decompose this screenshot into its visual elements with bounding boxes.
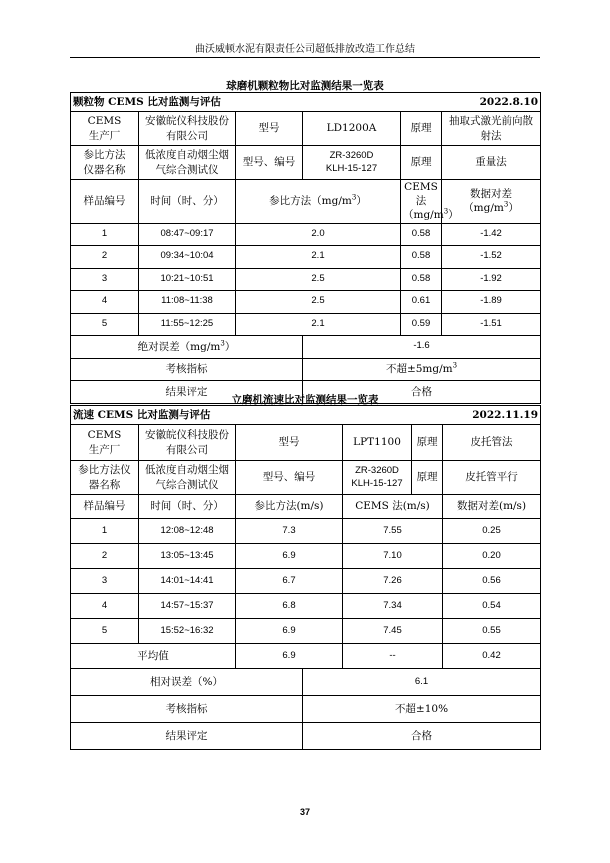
diff-value: 0.56 xyxy=(443,569,541,594)
cems-value: 7.34 xyxy=(343,594,443,619)
table2-caption: 立磨机流速比对监测结果一览表 xyxy=(231,394,379,406)
sample-time: 13:05~13:45 xyxy=(139,544,236,569)
cems-value: 7.26 xyxy=(343,569,443,594)
diff-value: 0.20 xyxy=(443,544,541,569)
sample-no: 5 xyxy=(71,313,139,336)
ref-value: 6.9 xyxy=(236,544,343,569)
diff-value: 0.55 xyxy=(443,619,541,644)
sample-no: 3 xyxy=(71,569,139,594)
sample-no: 3 xyxy=(71,268,139,291)
ref-value: 2.5 xyxy=(236,291,401,314)
ref-value: 6.9 xyxy=(236,619,343,644)
column-header-sample: 样品编号 xyxy=(71,495,139,519)
table-row xyxy=(71,291,541,314)
ref-value: 6.8 xyxy=(236,594,343,619)
ref-instrument-label: 参比方法仪 器名称 xyxy=(71,461,139,495)
column-header-diff: 数据对差(m/s) xyxy=(443,495,541,519)
ref-value: 7.3 xyxy=(236,519,343,544)
table-row xyxy=(71,268,541,291)
principle-label: 原理 xyxy=(412,425,443,461)
table-row xyxy=(71,519,541,544)
cems-maker-label: CEMS 生产厂 xyxy=(71,425,139,461)
sample-no: 1 xyxy=(71,223,139,246)
table2-date: 2022.11.19 xyxy=(472,408,539,421)
ref-value: 6.7 xyxy=(236,569,343,594)
criteria-label: 考核指标 xyxy=(71,696,303,723)
cems-value: 0.58 xyxy=(401,223,442,246)
result-value: 合格 xyxy=(303,381,541,404)
table2-column-header-row xyxy=(71,495,541,519)
cems-value: 0.58 xyxy=(401,268,442,291)
diff-value: -1.92 xyxy=(442,268,541,291)
criteria-row xyxy=(71,696,541,723)
table-row xyxy=(71,569,541,594)
model-value: LPT1100 xyxy=(343,425,412,461)
abs-error-value: -1.6 xyxy=(303,336,541,359)
cems-value: 7.55 xyxy=(343,519,443,544)
rel-error-value: 6.1 xyxy=(303,669,541,696)
table2-cems-row xyxy=(71,425,541,461)
running-header: 曲沃威顿水泥有限责任公司超低排放改造工作总结 xyxy=(195,44,415,55)
table-row xyxy=(71,619,541,644)
principle-value: 抽取式激光前向散 射法 xyxy=(442,112,541,146)
cems-maker-label: CEMS 生产厂 xyxy=(71,112,139,146)
ref-principle-value: 皮托管平行 xyxy=(443,461,541,495)
ref-principle-label: 原理 xyxy=(401,146,442,180)
sample-time: 08:47~09:17 xyxy=(139,223,236,246)
ref-instrument-name: 低浓度自动烟尘烟 气综合测试仪 xyxy=(139,146,236,180)
abs-error-label: 绝对误差$(mg/m^3)$ xyxy=(71,336,303,359)
criteria-value: 不超±10% xyxy=(303,696,541,723)
ref-model-value: ZR-3260D KLH-15-127 xyxy=(303,146,401,180)
sample-time: 10:21~10:51 xyxy=(139,268,236,291)
diff-value: -1.52 xyxy=(442,246,541,269)
average-cems: -- xyxy=(343,644,443,669)
ref-instrument-label: 参比方法 仪器名称 xyxy=(71,146,139,180)
table-row xyxy=(71,313,541,336)
model-label: 型号 xyxy=(236,112,303,146)
cems-value: 0.58 xyxy=(401,246,442,269)
column-header-time: 时间（时、分） xyxy=(139,495,236,519)
column-header-diff: 数据对差$(mg/m^3)$ xyxy=(442,180,541,224)
table1-column-header-row xyxy=(71,180,541,224)
table1-title: 颗粒物 CEMS 比对监测与评估 xyxy=(73,95,221,108)
ref-instrument-name: 低浓度自动烟尘烟 气综合测试仪 xyxy=(139,461,236,495)
table1-title-cell xyxy=(71,93,541,112)
sample-time: 14:01~14:41 xyxy=(139,569,236,594)
diff-value: 0.54 xyxy=(443,594,541,619)
table-row xyxy=(71,544,541,569)
page-number: 37 xyxy=(299,807,310,817)
ref-model-label: 型号、编号 xyxy=(236,146,303,180)
model-value: LD1200A xyxy=(303,112,401,146)
sample-no: 4 xyxy=(71,291,139,314)
average-row xyxy=(71,644,541,669)
flow-velocity-comparison-table xyxy=(70,405,541,750)
sample-no: 1 xyxy=(71,519,139,544)
diff-value: -1.51 xyxy=(442,313,541,336)
ref-value: 2.0 xyxy=(236,223,401,246)
sample-time: 12:08~12:48 xyxy=(139,519,236,544)
sample-time: 11:55~12:25 xyxy=(139,313,236,336)
table2-title: 流速 CEMS 比对监测与评估 xyxy=(73,408,211,421)
rel-error-row xyxy=(71,669,541,696)
diff-value: -1.89 xyxy=(442,291,541,314)
table2-title-cell xyxy=(71,406,541,425)
ref-value: 2.5 xyxy=(236,268,401,291)
table1-date: 2022.8.10 xyxy=(479,95,539,108)
sample-time: 14:57~15:37 xyxy=(139,594,236,619)
column-header-ref: 参比方法(m/s) xyxy=(236,495,343,519)
ref-value: 2.1 xyxy=(236,246,401,269)
column-header-sample: 样品编号 xyxy=(71,180,139,224)
table1-title-row xyxy=(71,93,541,112)
criteria-label: 考核指标 xyxy=(71,358,303,381)
principle-value: 皮托管法 xyxy=(443,425,541,461)
model-label: 型号 xyxy=(236,425,343,461)
column-header-cems: CEMS 法$(mg/m^3)$ xyxy=(401,180,442,224)
cems-maker: 安徽皖仪科技股份 有限公司 xyxy=(139,425,236,461)
table1-cems-row xyxy=(71,112,541,146)
sample-no: 4 xyxy=(71,594,139,619)
average-label: 平均值 xyxy=(71,644,236,669)
diff-value: -1.42 xyxy=(442,223,541,246)
ref-principle-value: 重量法 xyxy=(442,146,541,180)
sample-no: 5 xyxy=(71,619,139,644)
sample-time: 15:52~16:32 xyxy=(139,619,236,644)
column-header-cems: CEMS 法(m/s) xyxy=(343,495,443,519)
diff-value: 0.25 xyxy=(443,519,541,544)
average-diff: 0.42 xyxy=(443,644,541,669)
average-ref: 6.9 xyxy=(236,644,343,669)
cems-maker: 安徽皖仪科技股份 有限公司 xyxy=(139,112,236,146)
principle-label: 原理 xyxy=(401,112,442,146)
result-label: 结果评定 xyxy=(71,723,303,750)
table2-ref-row xyxy=(71,461,541,495)
cems-value: 7.10 xyxy=(343,544,443,569)
ref-principle-label: 原理 xyxy=(412,461,443,495)
column-header-ref: 参比方法$(mg/m^3)$ xyxy=(236,180,401,224)
result-label: 结果评定 xyxy=(71,381,303,404)
rel-error-label: 相对误差（%） xyxy=(71,669,303,696)
particulate-comparison-table xyxy=(70,92,541,404)
ref-model-value: ZR-3260D KLH-15-127 xyxy=(343,461,412,495)
table1-caption: 球磨机颗粒物比对监测结果一览表 xyxy=(226,80,384,92)
sample-no: 2 xyxy=(71,544,139,569)
header-rule xyxy=(70,57,540,58)
cems-value: 0.59 xyxy=(401,313,442,336)
table-row xyxy=(71,246,541,269)
result-value: 合格 xyxy=(303,723,541,750)
abs-error-row xyxy=(71,336,541,359)
ref-model-label: 型号、编号 xyxy=(236,461,343,495)
table1-ref-row xyxy=(71,146,541,180)
criteria-row xyxy=(71,358,541,381)
table-row xyxy=(71,223,541,246)
result-row xyxy=(71,723,541,750)
table2-title-row xyxy=(71,406,541,425)
cems-value: 7.45 xyxy=(343,619,443,644)
table-row xyxy=(71,594,541,619)
sample-time: 09:34~10:04 xyxy=(139,246,236,269)
criteria-value: 不超$\pm 5mg/m^3$ xyxy=(303,358,541,381)
ref-value: 2.1 xyxy=(236,313,401,336)
column-header-time: 时间（时、分） xyxy=(139,180,236,224)
cems-value: 0.61 xyxy=(401,291,442,314)
sample-no: 2 xyxy=(71,246,139,269)
sample-time: 11:08~11:38 xyxy=(139,291,236,314)
